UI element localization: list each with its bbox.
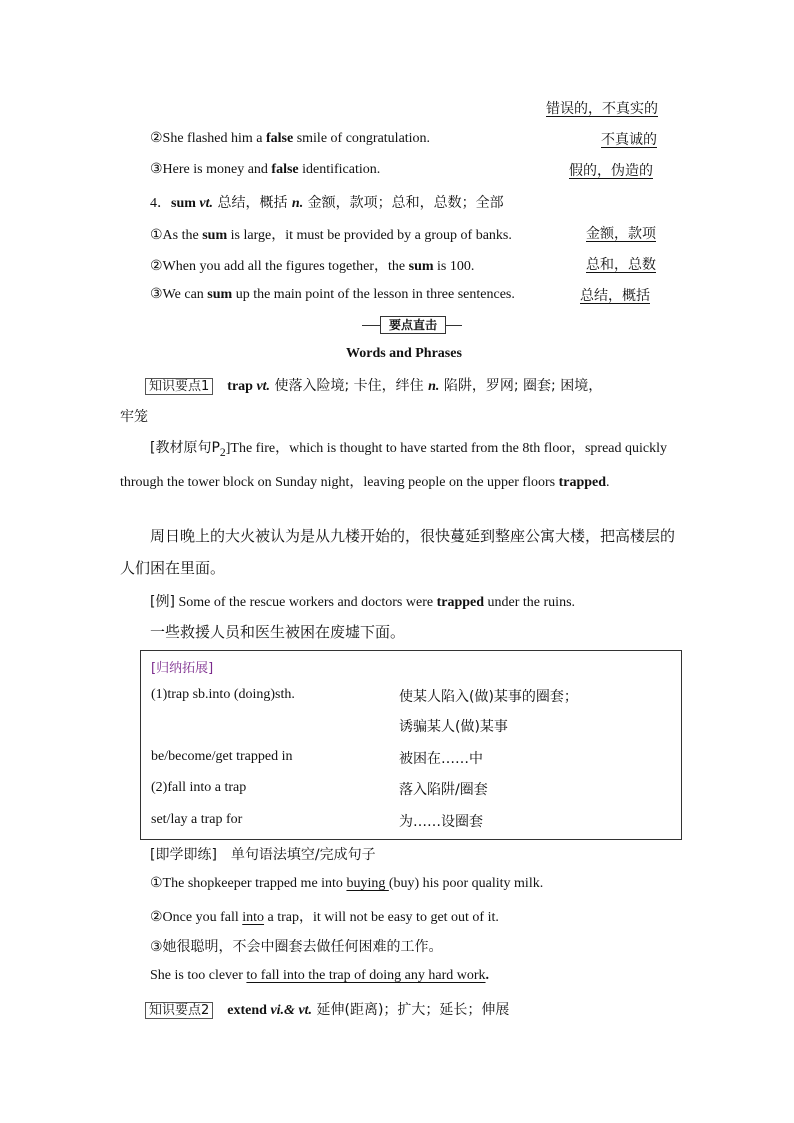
box-row-1-en: (1)trap sb.into (doing)sth. [151, 687, 295, 702]
box-row-2-zh: 诱骗某人(做)某事 [399, 719, 508, 735]
box-row-4-en: (2)fall into a trap [151, 780, 247, 795]
practice-heading: [即学即练] 单句语法填空/完成句子 [150, 847, 376, 863]
kp1-example: [例] Some of the rescue workers and doctors were trapped under the ruins. [150, 594, 576, 610]
practice-q1-answer: buying [346, 876, 389, 891]
section-banner [362, 318, 462, 332]
example-sum-2: ②When you add all the figures together，the sum is 100. [150, 259, 475, 274]
box-row-1-zh: 使某人陷入(做)某事的圈套； [399, 689, 578, 705]
practice-q2-answer: into [242, 910, 265, 925]
box-row-4-zh: 落入陷阱/圈套 [399, 782, 488, 798]
kp1-source-sentence: [教材原句$P_2]The$ fire，which is thought to have started from the 8th floor，spread quickly through the tower block on Sunday night，leaving people on the upper floors trapped. [120, 440, 668, 490]
answer-sum-1: 金额，款项 [586, 226, 656, 242]
kp1-source-translation: 周日晚上的大火被认为是从九楼开始的，很快蔓延到整座公寓大楼，把高楼层的人们困在里面。 [120, 527, 676, 577]
example-false-3: ③Here is money and false identification. [150, 162, 381, 177]
summary-box [140, 650, 682, 840]
kp2-tag: 知识要点2 [145, 1002, 213, 1019]
kp1-tag: 知识要点1 [145, 378, 213, 395]
box-row-3-en: be/become/get trapped in [151, 749, 293, 764]
answer-sum-2: 总和，总数 [586, 257, 656, 273]
example-sum-1: ①As the sum is large，it must be provided by a group of banks. [150, 228, 512, 243]
example-sum-3: ③We can sum up the main point of the lesson in three sentences. [150, 287, 515, 302]
answer-sum-3: 总结，概括 [580, 288, 650, 304]
box-row-5-en: set/lay a trap for [151, 812, 243, 827]
answer-1: 错误的，不真实的 [546, 101, 658, 117]
kp1-heading: 知识要点1 trap vt. 使落入险境; 卡住，绊住 n. 陷阱，罗网; 圈套; 困境， [145, 375, 602, 395]
answer-2: 不真诚的 [601, 132, 657, 148]
banner-label: 要点直击 [380, 316, 446, 334]
practice-q3-answer-line: She is too clever to fall into the trap of doing any hard work. [150, 968, 490, 983]
practice-q3-answer: to fall into the trap of doing any hard work [246, 968, 486, 983]
box-title: [归纳拓展] [151, 661, 214, 676]
kp1-def-cont: 牢笼 [120, 409, 148, 425]
answer-3: 假的，伪造的 [569, 163, 653, 179]
kp2-heading: 知识要点2 extend vi.& vt. 延伸(距离)；扩大；延长；伸展 [145, 999, 509, 1019]
entry-sum-heading: 4．sum vt. 总结，概括 n. 金额，款项；总和，总数；全部 [150, 195, 504, 211]
example-false-2: ②She flashed him a false smile of congratulation. [150, 131, 431, 146]
practice-q1: ①The shopkeeper trapped me into buying (buy) his poor quality milk. [150, 876, 544, 891]
box-row-3-zh: 被困在……中 [399, 751, 483, 767]
box-row-5-zh: 为……设圈套 [399, 814, 483, 830]
section-title: Words and Phrases [346, 346, 462, 361]
practice-q2: ②Once you fall into a trap，it will not be easy to get out of it. [150, 910, 499, 925]
practice-q3: ③她很聪明，不会中圈套去做任何困难的工作。 [150, 939, 443, 955]
kp1-example-translation: 一些救援人员和医生被困在废墟下面。 [150, 623, 406, 641]
